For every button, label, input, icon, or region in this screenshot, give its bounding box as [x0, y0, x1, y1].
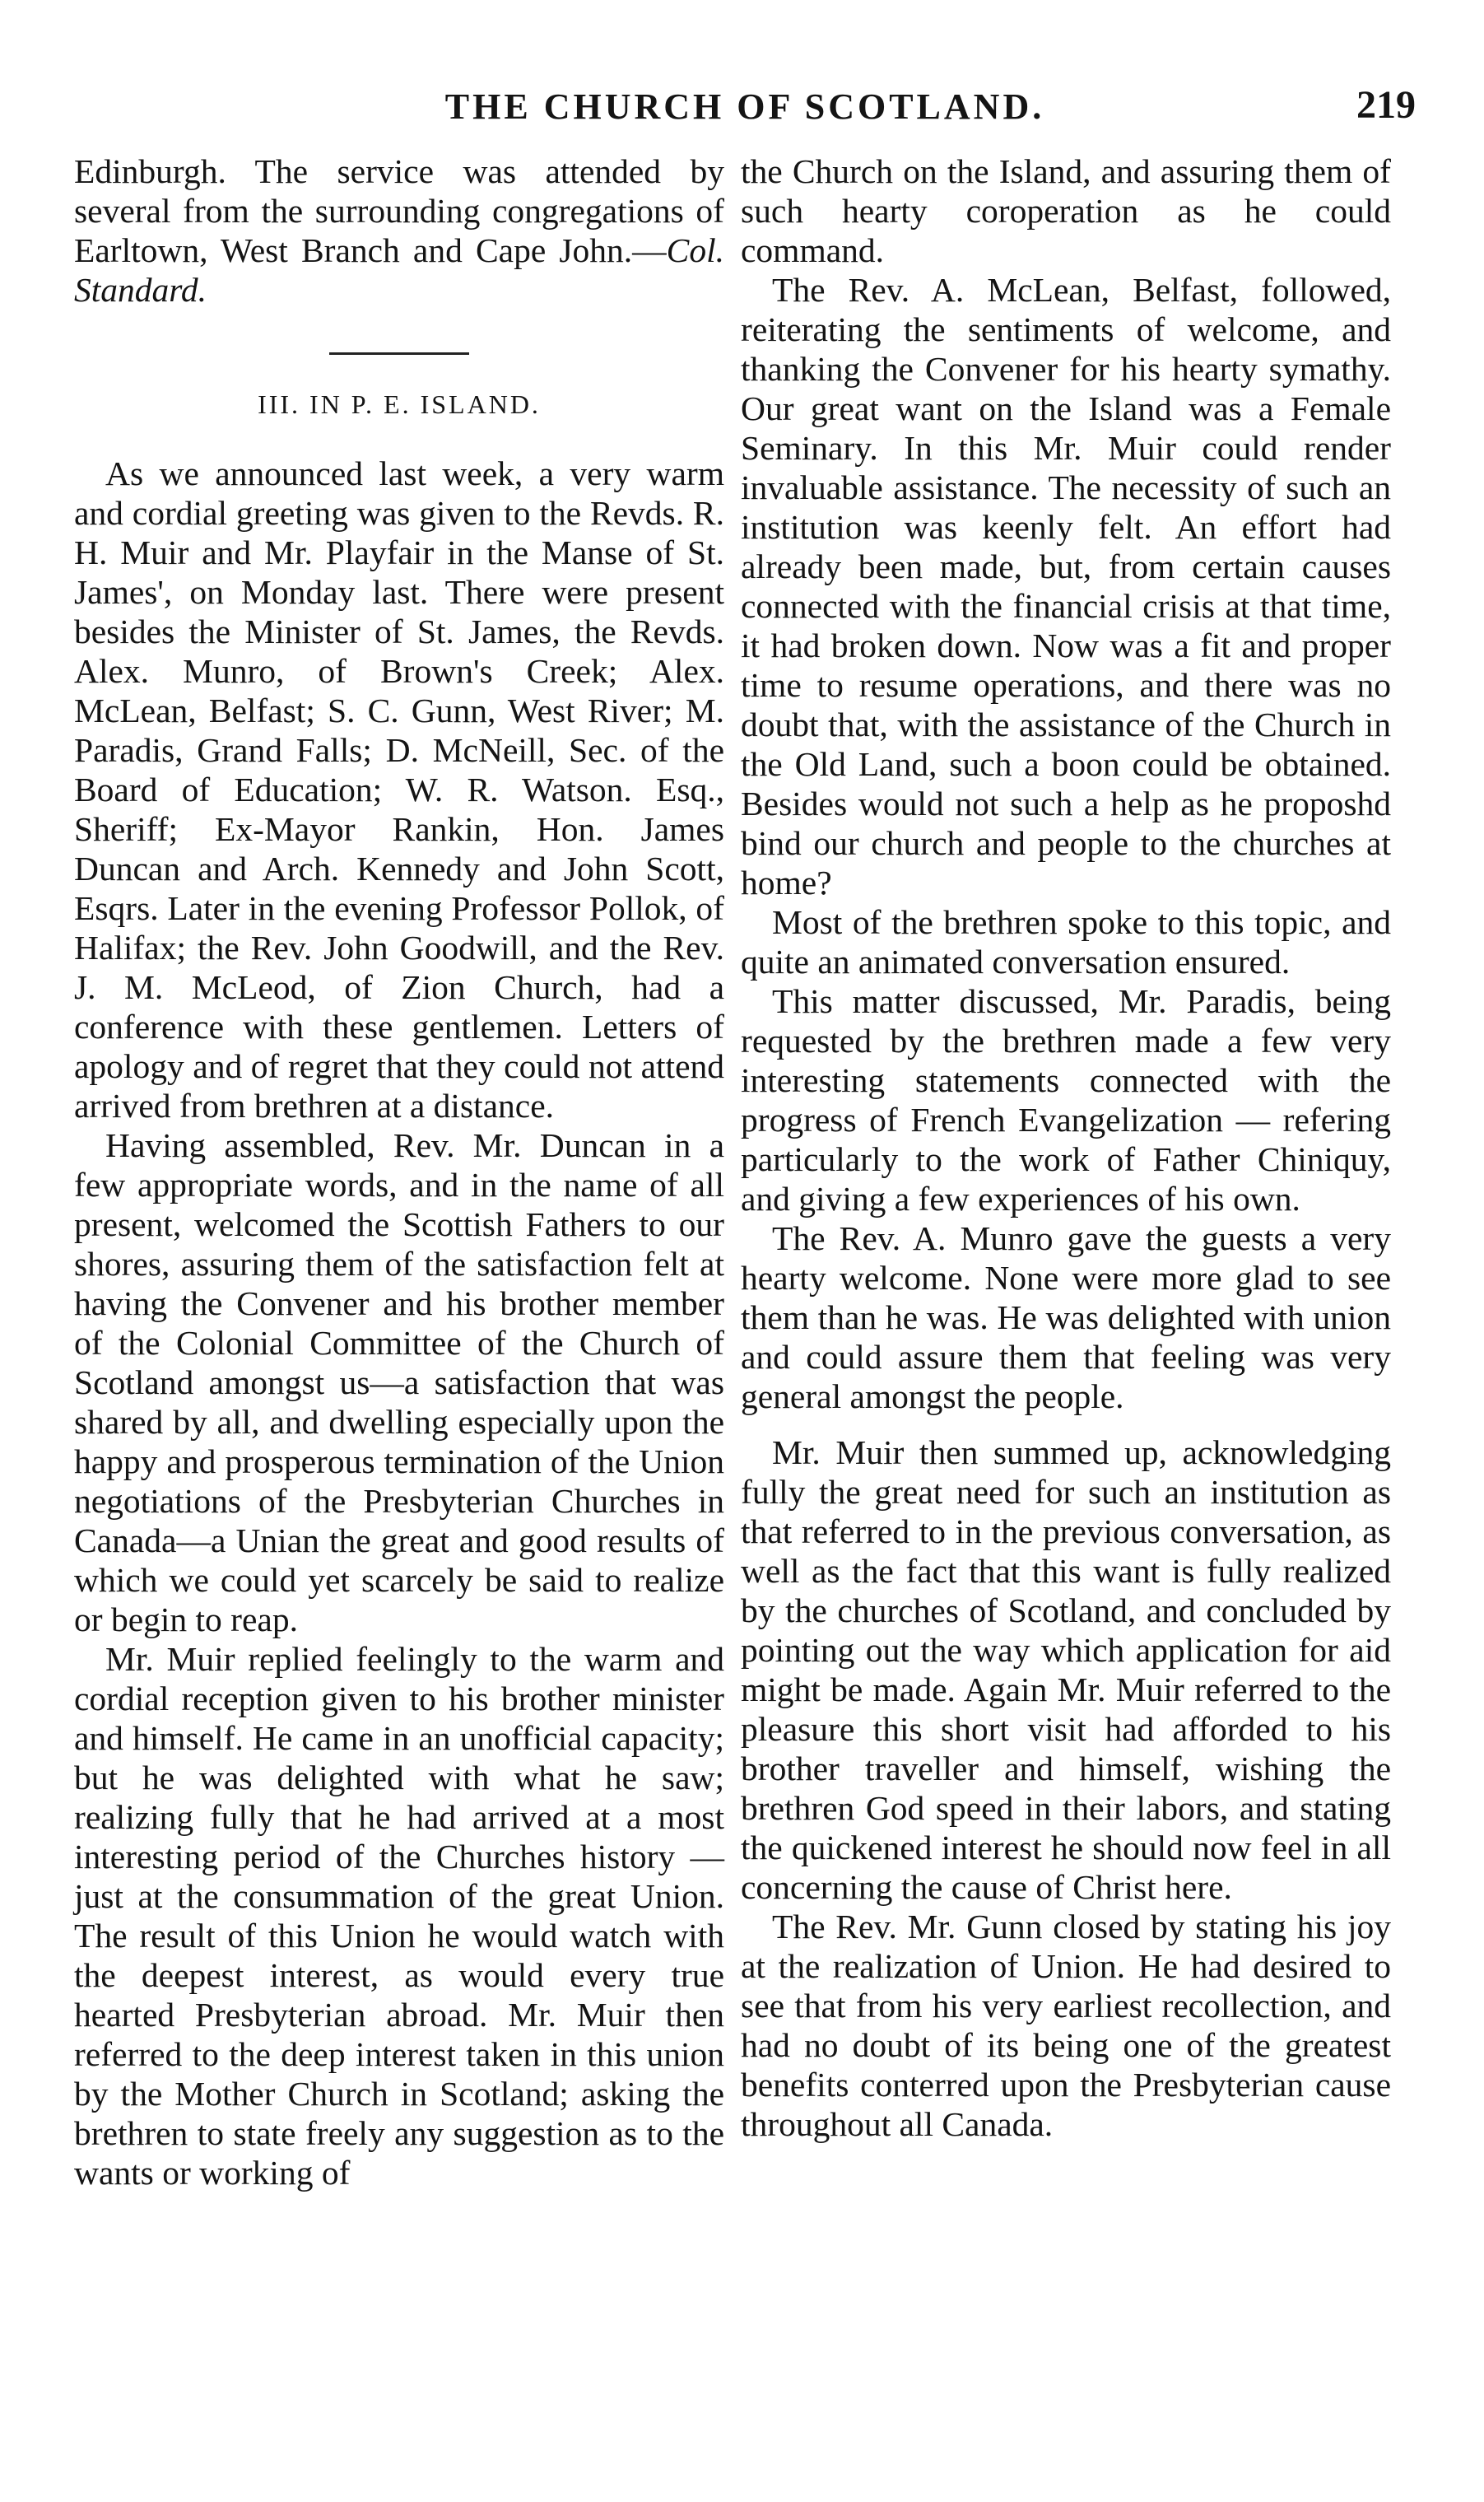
- heading-rule: [329, 352, 469, 355]
- paragraph: Mr. Muir then summed up, acknowledging fully the great need for such an institution as that referred to in the previous conversation, as well as the fact that this want is fully realized by the churches of Scotland, and concluded by pointing out the way which application for aid might be made. Again Mr. Muir referred to the pleasure this short visit had afforded to his brother traveller and himself, wishing the brethren God speed in their labors, and stating the quickened interest he should now feel in all concerning the cause of Christ here.: [741, 1433, 1391, 1906]
- running-header: [74, 71, 1416, 137]
- paragraph: The Rev. A. McLean, Belfast, followed, reiterating the sentiments of welcome, and thanking the Convener for his hearty symathy. Our great want on the Island was a Female Seminary. In this Mr. Muir could render invaluable assistance. The necessity of such an institution was keenly felt. An effort had already been made, but, from certain causes connected with the financial crisis at that time, it had broken down. Now was a fit and proper time to resume operations, and there was no doubt that, with the assistance of the Church in the Old Land, such a boon could be obtained. Besides would not such a help as he proposhd bind our church and people to the churches at home?: [741, 271, 1391, 902]
- section-heading-text: III. IN P. E. ISLAND.: [258, 389, 541, 419]
- right-column: [741, 151, 1391, 2144]
- paragraph: As we announced last week, a very warm and cordial greeting was given to the Revds. R. H. Muir and Mr. Playfair in the Manse of St. James', on Monday last. There were present besides the Minister of St. James, the Revds. Alex. Munro, of Brown's Creek; Alex. McLean, Belfast; S. C. Gunn, West River; M. Paradis, Grand Falls; D. McNeill, Sec. of the Board of Education; W. R. Watson. Esq., Sheriff; Ex-Mayor Rankin, Hon. James Duncan and Arch. Kennedy and John Scott, Esqrs. Later in the evening Professor Pollok, of Halifax; the Rev. John Goodwill, and the Rev. J. M. McLeod, of Zion Church, had a conference with these gentlemen. Letters of apology and of regret that they could not attend arrived from brethren at a distance.: [74, 454, 724, 1125]
- running-title: THE CHURCH OF SCOTLAND.: [444, 86, 1045, 127]
- left-column: [74, 151, 724, 2192]
- paragraph-text: Edinburgh. The service was attended by several from the surrounding congregations of Earltown, West Branch and Cape John.—: [74, 152, 724, 269]
- paragraph: [74, 151, 724, 310]
- page-number: 219: [1356, 83, 1416, 127]
- paragraph: The Rev. A. Munro gave the guests a very hearty welcome. None were more glad to see them than he was. He was delighted with union and could assure them that feeling was very general amongst the people.: [741, 1219, 1391, 1415]
- paragraph: Mr. Muir replied feelingly to the warm and cordial reception given to his brother minister and himself. He came in an unofficial capacity; but he was delighted with what he saw; realizing fully that he had arrived at a most interesting period of the Churches history —just at the consummation of the great Union. The result of this Union he would watch with the deepest interest, as would every true hearted Presbyterian abroad. Mr. Muir then referred to the deep interest taken in this union by the Mother Church in Scotland; asking the brethren to state freely any suggestion as to the wants or working of: [74, 1640, 724, 2192]
- paragraph: This matter discussed, Mr. Paradis, being requested by the brethren made a few very interesting statements connected with the progress of French Evangelization — refering particularly to the work of Father Chiniquy, and giving a few experiences of his own.: [741, 982, 1391, 1218]
- section-heading: [74, 352, 724, 421]
- paragraph: the Church on the Island, and assuring them of such hearty coroperation as he could command.: [741, 152, 1391, 269]
- paragraph: Most of the brethren spoke to this topic, and quite an animated conversation ensured.: [741, 903, 1391, 981]
- paragraph: Having assembled, Rev. Mr. Duncan in a few appropriate words, and in the name of all present, welcomed the Scottish Fathers to our shores, assuring them of the satisfaction felt at having the Convener and his brother member of the Colonial Committee of the Church of Scotland amongst us—a satisfaction that was shared by all, and dwelling especially upon the happy and prosperous termination of the Union negotiations of the Presbyterian Churches in Canada—a Unian the great and good results of which we could yet scarcely be said to realize or begin to reap.: [74, 1126, 724, 1638]
- source-citation: Col. Standard.: [74, 231, 724, 309]
- paragraph: The Rev. Mr. Gunn closed by stating his joy at the realization of Union. He had desired to see that from his very earliest recollection, and had no doubt of its being one of the greatest benefits conterred upon the Presbyterian cause throughout all Canada.: [741, 1908, 1391, 2143]
